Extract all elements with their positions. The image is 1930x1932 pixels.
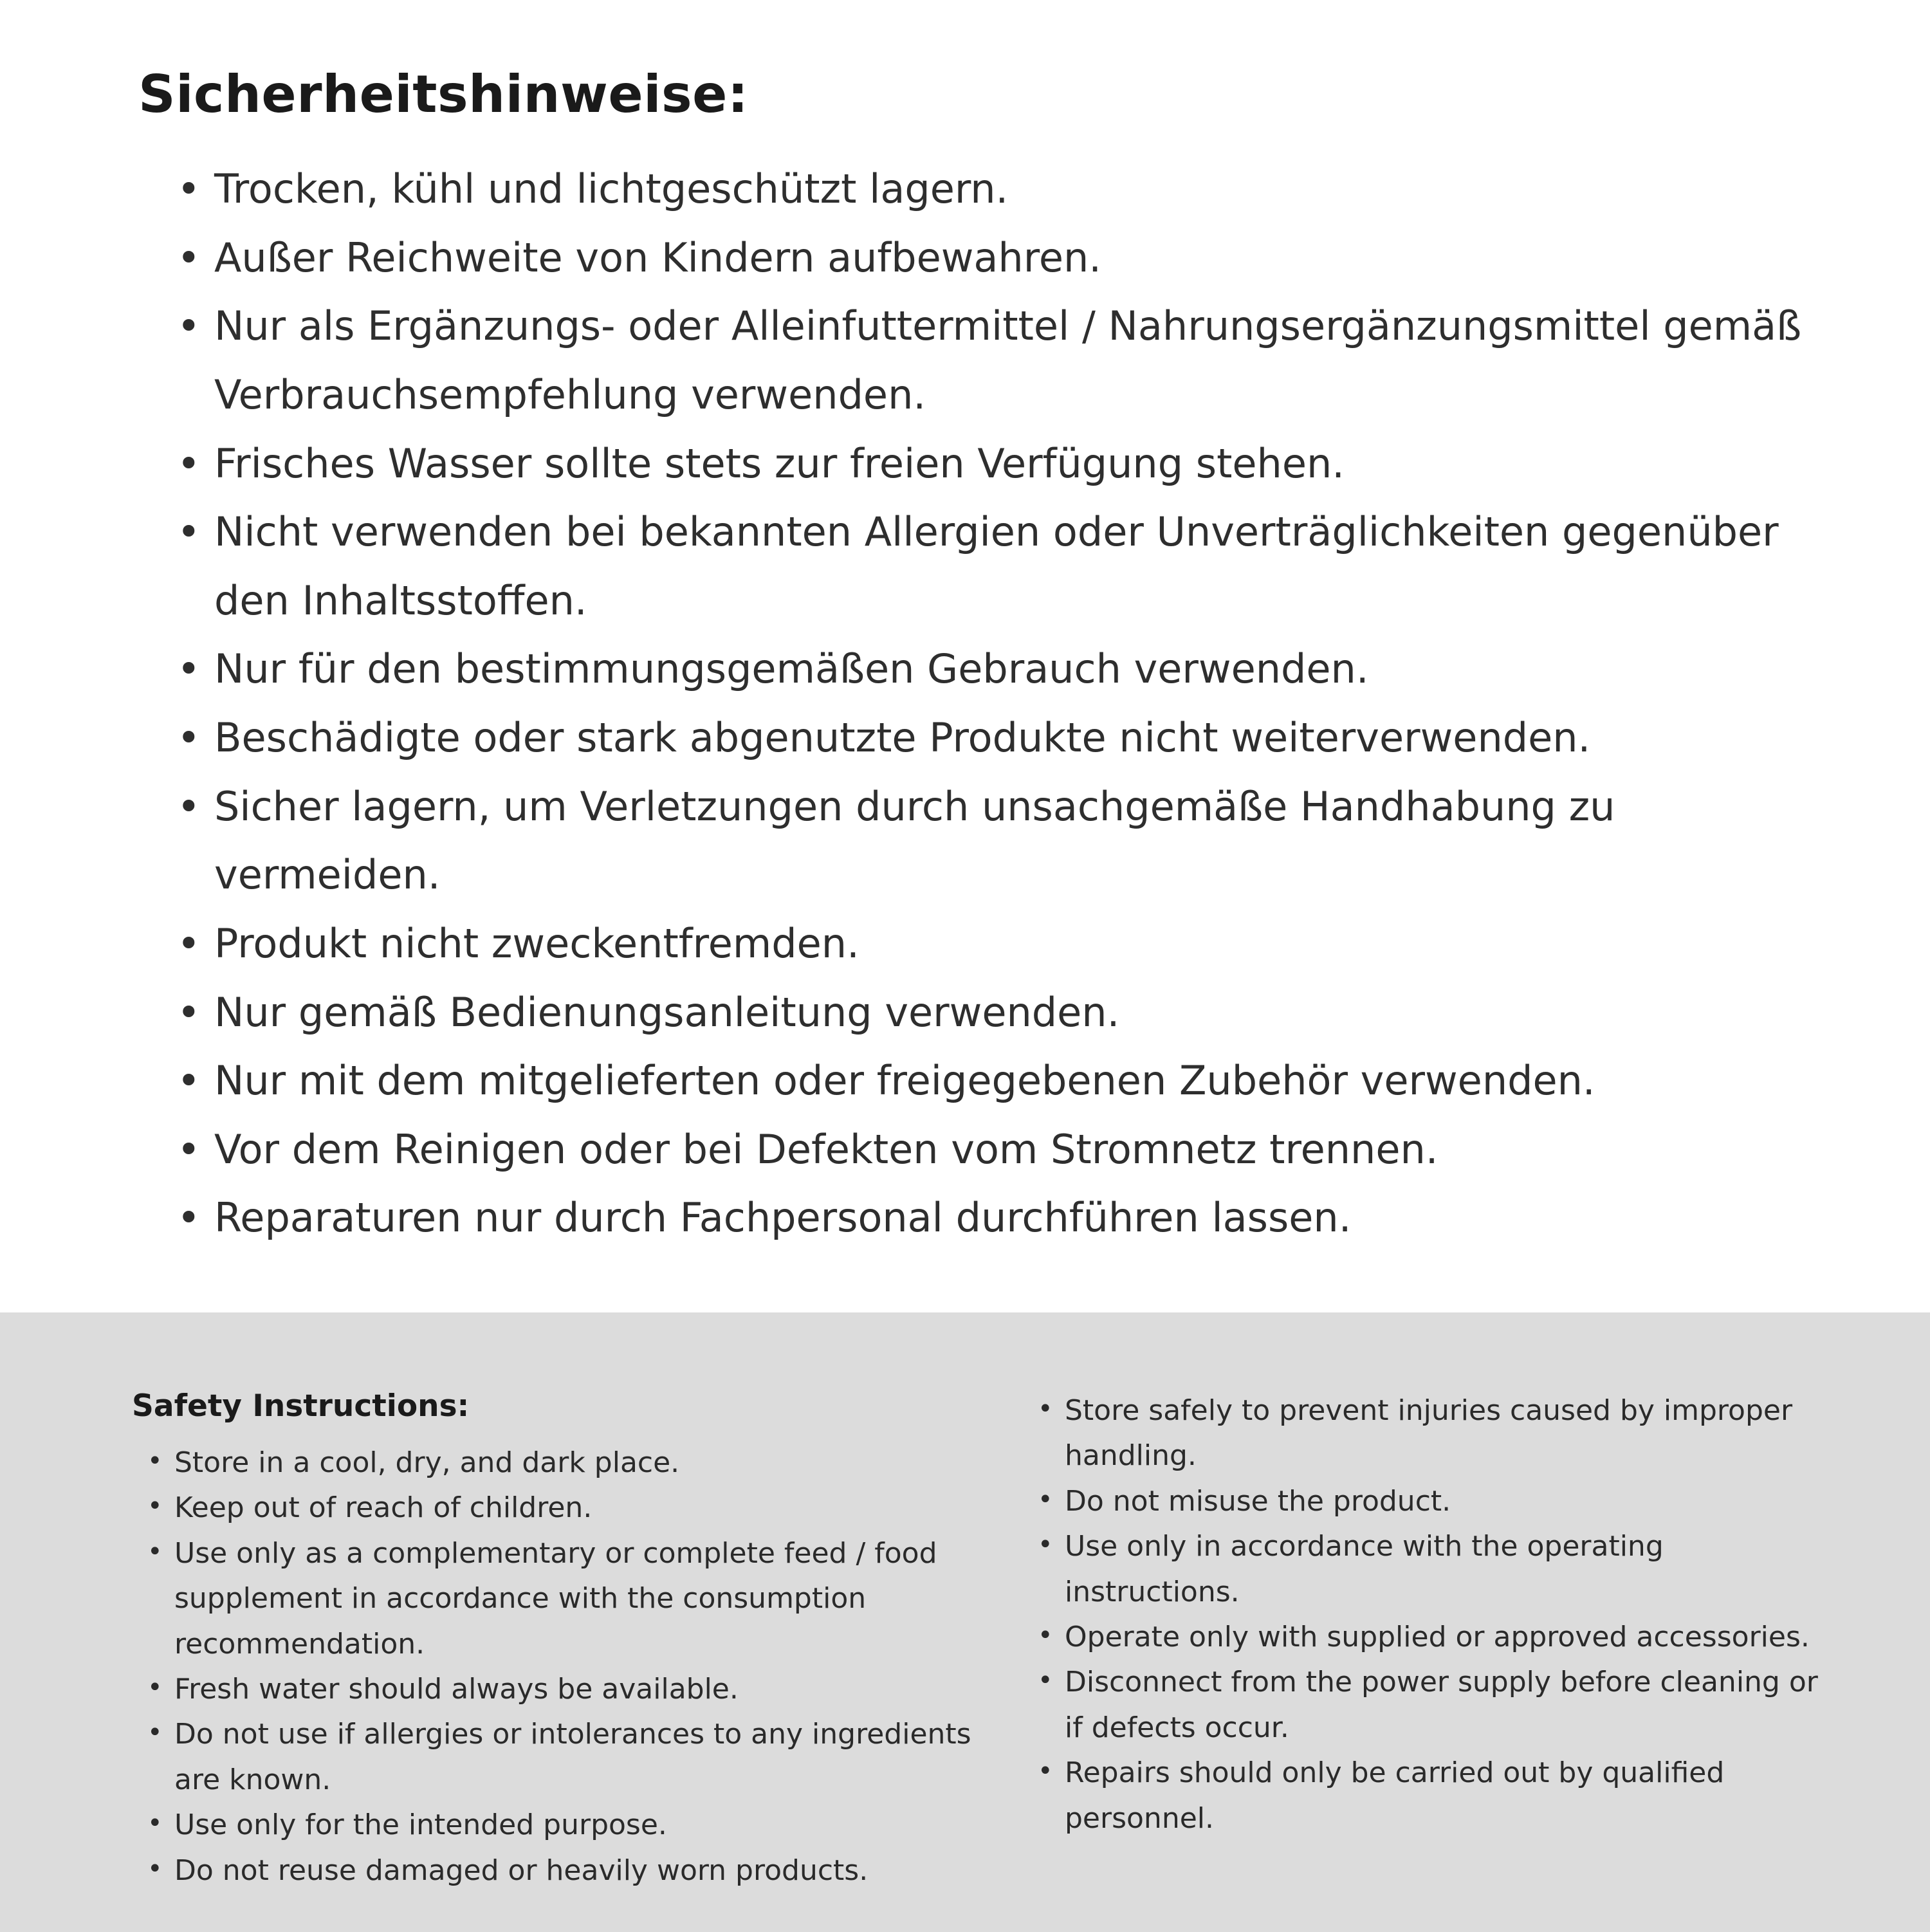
list-item-text: Do not misuse the product. <box>1065 1484 1451 1518</box>
bullet-icon: • <box>177 1194 201 1242</box>
bullet-icon: • <box>177 782 201 830</box>
bullet-icon: • <box>1038 1394 1053 1424</box>
list-item-text: Vor dem Reinigen oder bei Defekten vom Stromnetz trennen. <box>214 1125 1438 1173</box>
list-item-text: Do not use if allergies or intolerances to any ingredients are known. <box>174 1718 971 1796</box>
list-item-text: Do not reuse damaged or heavily worn products. <box>174 1854 868 1887</box>
bullet-icon: • <box>1038 1530 1053 1560</box>
bullet-icon: • <box>1038 1756 1053 1787</box>
list-item <box>1038 1660 1835 1751</box>
bullet-icon: • <box>147 1718 163 1748</box>
list-item <box>1038 1479 1835 1524</box>
list-item <box>177 773 1827 910</box>
list-item <box>147 1440 988 1486</box>
list-item <box>177 1184 1827 1253</box>
list-item-text: Store safely to prevent injuries caused by improper handling. <box>1065 1394 1793 1473</box>
list-item-text: Keep out of reach of children. <box>174 1491 593 1525</box>
list-item <box>177 292 1827 429</box>
list-item-text: Operate only with supplied or approved accessories. <box>1065 1620 1810 1653</box>
list-item-text: Produkt nicht zweckentfremden. <box>214 919 859 967</box>
bullet-icon: • <box>177 645 201 693</box>
list-item <box>147 1531 988 1667</box>
list-item <box>177 979 1827 1047</box>
list-item-text: Use only for the intended purpose. <box>174 1808 667 1842</box>
list-item <box>177 224 1827 293</box>
list-item-text: Beschädigte oder stark abgenutzte Produkte nicht weiterverwenden. <box>214 714 1591 761</box>
list-item-text: Store in a cool, dry, and dark place. <box>174 1446 680 1479</box>
bullet-icon: • <box>177 1057 201 1105</box>
list-item-text: Disconnect from the power supply before cleaning or if defects occur. <box>1065 1666 1818 1744</box>
bullet-icon: • <box>177 1125 201 1173</box>
list-item-text: Use only in accordance with the operating instructions. <box>1065 1530 1664 1608</box>
english-safety-section <box>0 1312 1930 1932</box>
list-item <box>177 704 1827 773</box>
bullet-icon: • <box>1038 1484 1053 1514</box>
list-item-text: Nicht verwenden bei bekannten Allergien oder Unverträglichkeiten gegenüber den Inhaltsstoffen. <box>214 508 1779 624</box>
bullet-icon: • <box>177 234 201 281</box>
english-left-bullet-list <box>132 1440 988 1893</box>
bullet-icon: • <box>177 302 201 350</box>
bullet-icon: • <box>147 1491 163 1522</box>
list-item <box>1038 1615 1835 1660</box>
list-item <box>147 1667 988 1712</box>
bullet-icon: • <box>147 1808 163 1839</box>
list-item <box>177 498 1827 635</box>
list-item <box>1038 1751 1835 1841</box>
list-item-text: Außer Reichweite von Kindern aufbewahren. <box>214 234 1101 281</box>
bullet-icon: • <box>147 1446 163 1476</box>
list-item <box>1038 1524 1835 1615</box>
german-section-title: Sicherheitshinweise: <box>138 64 749 124</box>
bullet-icon: • <box>177 714 201 761</box>
list-item-text: Nur gemäß Bedienungsanleitung verwenden. <box>214 988 1120 1036</box>
bullet-icon: • <box>177 919 201 967</box>
list-item <box>177 1047 1827 1116</box>
german-bullet-list <box>138 155 1827 1253</box>
list-item <box>177 430 1827 499</box>
list-item-text: Fresh water should always be available. <box>174 1672 739 1706</box>
list-item <box>177 635 1827 704</box>
english-section-title: Safety Instructions: <box>132 1388 470 1424</box>
list-item-text: Trocken, kühl und lichtgeschützt lagern. <box>214 165 1009 212</box>
list-item <box>147 1486 988 1531</box>
list-item <box>177 910 1827 979</box>
bullet-icon: • <box>177 508 201 556</box>
list-item <box>177 155 1827 224</box>
bullet-icon: • <box>177 988 201 1036</box>
list-item <box>177 1116 1827 1184</box>
list-item-text: Sicher lagern, um Verletzungen durch unsachgemäße Handhabung zu vermeiden. <box>214 782 1615 899</box>
list-item <box>147 1848 988 1893</box>
list-item <box>147 1712 988 1803</box>
bullet-icon: • <box>177 165 201 212</box>
bullet-icon: • <box>147 1536 163 1567</box>
bullet-icon: • <box>1038 1666 1053 1696</box>
list-item-text: Repairs should only be carried out by qualified personnel. <box>1065 1756 1725 1835</box>
bullet-icon: • <box>1038 1620 1053 1650</box>
english-left-column <box>132 1388 988 1893</box>
bullet-icon: • <box>177 439 201 487</box>
bullet-icon: • <box>147 1672 163 1702</box>
bullet-icon: • <box>147 1854 163 1884</box>
list-item-text: Frisches Wasser sollte stets zur freien Verfügung stehen. <box>214 439 1345 487</box>
english-right-bullet-list <box>1038 1388 1835 1841</box>
list-item-text: Reparaturen nur durch Fachpersonal durchführen lassen. <box>214 1194 1352 1242</box>
list-item <box>1038 1388 1835 1479</box>
list-item-text: Nur als Ergänzungs- oder Alleinfuttermittel / Nahrungsergänzungsmittel gemäß Verbrauchsempfehlung verwenden. <box>214 302 1802 418</box>
list-item-text: Nur mit dem mitgelieferten oder freigegebenen Zubehör verwenden. <box>214 1057 1595 1105</box>
english-right-column <box>1038 1388 1835 1841</box>
list-item <box>147 1803 988 1848</box>
list-item-text: Nur für den bestimmungsgemäßen Gebrauch verwenden. <box>214 645 1369 693</box>
list-item-text: Use only as a complementary or complete feed / food supplement in accordance with the consumption recommendation. <box>174 1536 937 1661</box>
